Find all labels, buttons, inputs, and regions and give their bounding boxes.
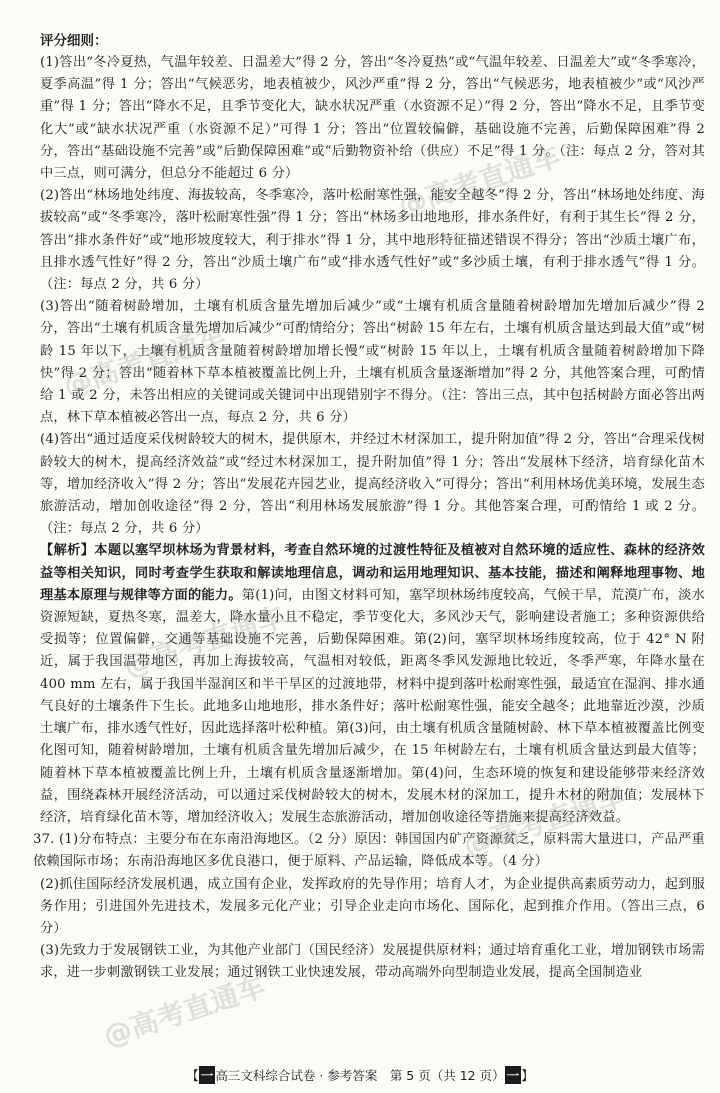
rule-item-4: (4)答出“通过适度采伐树龄较大的树木，提供原木，并经过木材深加工，提升附加值”得 2 分，答出“合理采伐树龄较大的树木，提高经济效益”或“经过木材深加工，提升附加值”得 1 分；答出“发展林下经济，培育绿化苗木等，增加经济收入”得 2 分；答出“发展花卉园艺业，提高经济收入”可得分；答出“利用林场优美环境，发展生态旅游活动，增加创收途径”得 2 分，答出“利用林场发展旅游”得 1 分。其他答案合理，可酌情给 1 或 2 分。（注：每点 2 分，共 6 分） xyxy=(40,432,705,537)
rule-item-2: (2)答出“林场地处纬度、海拔较高，冬季寒冷，落叶松耐寒性强，能安全越冬”得 2 分，答出“林场地处纬度、海拔较高”或“冬季寒冷，落叶松耐寒性强”得 1 分；答出“林场多山地地形，排水条件好，有利于其生长”得 2 分，答出“排水条件好”或“地形坡度较大，利于排水”得 1 分，其中地形特征描述错误不得分；答出“沙质土壤广布，且排水透气性好”得 2 分，答出“沙质土壤广布”或“排水透气性好”或“多沙质土壤，有利于排水透气”得 1 分。（注：每点 2 分，共 6 分） xyxy=(40,188,705,293)
answer-document xyxy=(33,30,705,985)
watermark: @高考直通车 xyxy=(459,779,630,864)
rule-item-1: (1)答出“冬冷夏热，气温年较差、日温差大”得 2 分，答出“冬冷夏热”或“气温年较差、日温差大”或“冬季寒冷，夏季高温”得 1 分；答出“气候恶劣，地表植被少，风沙严重”得 2 分，答出“气候恶劣，地表植被少”或“风沙严重”得 1 分；答出“降水不足，且季节变化大，缺水状况严重（水资源不足）”得 2 分，答出“降水不足，且季节变化大”或“缺水状况严重（水资源不足）”可得 1 分；答出“位置较偏僻，基础设施不完善，后勤保障困难”得 2 分，答出“基础设施不完善”或“后勤保障困难”或“后勤物资补给（供应）不足”得 1 分。（注：每点 2 分，答对其中三点，则可满分，但总分不能超过 6 分） xyxy=(40,55,705,182)
analysis-lead: 【解析】本题以塞罕坝林场为背景材料，考查自然环境的过渡性特征及植被对自然环境的适应性、森林的经济效益等相关知识，同时考查学生获取和解读地理信息，调动和运用地理知识、基本技能，描述和阐释地理事物、地理基本原理与规律等方面的能力。 xyxy=(40,543,705,603)
question-37-part-2: (2)抓住国际经济发展机遇，成立国有企业，发挥政府的先导作用；培育人才，为企业提供高素质劳动力，起到服务作用；引进国外先进技术，发展多元化产业；引导企业走向市场化、国际化，起到推介作用。（答出三点，6 分） xyxy=(40,876,705,936)
rule-item-3: (3)答出“随着树龄增加，土壤有机质含量先增加后减少”或“土壤有机质含量随着树龄增加先增加后减少”得 2 分，答出“土壤有机质含量先增加后减少”可酌情给分；答出“树龄 15 年左右，土壤有机质含量达到最大值”或“树龄 15 年以下，土壤有机质含量随着树龄增加增长慢”或“树龄 15 年以上，土壤有机质含量随着树龄增加下降快”得 2 分；答出“随着林下草本植被覆盖比例上升，土壤有机质含量逐渐增加”得 2 分，其他答案合理，可酌情给 1 或 2 分，未答出相应的关键词或关键词中出现错别字不得分。（注：答出三点，其中包括树龄方面必答出两点，林下草本植被必答出一点，每点 2 分，共 6 分） xyxy=(40,299,705,426)
watermark: @高考直通车 xyxy=(59,319,230,404)
watermark: @高考直通车 xyxy=(119,599,290,684)
question-37-part-3: (3)先致力于发展钢铁工业，为其他产业部门（国民经济）发展提供原材料；通过培育重化工业，增加钢铁市场需求，进一步刺激钢铁工业发展；通过钢铁工业快速发展，带动高端外向型制造业发展，提高全国制造业 xyxy=(40,943,705,981)
watermark: @高考直通车 xyxy=(99,969,270,1054)
question-37-part-1: 37. (1)分布特点：主要分布在东南沿海地区。（2 分）原因：韩国国内矿产资源贫乏，原料需大量进口，产品严重依赖国际市场；东南沿海地区多优良港口，便于原料、产品运输，降低成本等。（4 分） xyxy=(33,832,705,870)
analysis-paragraph xyxy=(40,540,705,829)
scoring-rules-heading: 评分细则： xyxy=(40,33,108,49)
watermark: @高考直通车 xyxy=(394,139,565,224)
analysis-body: 第(1)问，由图文材料可知，塞罕坝林场纬度较高，气候干旱，荒漠广布，淡水资源短缺，夏热冬寒，温差大，降水量小且不稳定，季节变化大，多风沙天气，影响建设者施工；多种资源供给受损等；位置偏僻，交通等基础设施不完善，后勤保障困难。第(2)问，塞罕坝林场纬度较高，位于 42° N 附近，属于我国温带地区，再加上海拔较高，气温相对较低，距离冬季风发源地比较近，冬季严寒，年降水量在 400 mm 左右，属于我国半湿润区和半干旱区的过渡地带，材料中提到落叶松耐寒性强，最适宜在湿润、排水通气良好的土壤条件下生长。此地多山地地形，排水条件好；落叶松耐寒性强，能安全越冬；此地靠近沙漠，沙质土壤广布，排水透气性好，因此选择落叶松种植。第(3)问，由土壤有机质含量随树龄、林下草本植被覆盖比例变化图可知，随着树龄增加，土壤有机质含量先增加后减少，在 15 年树龄左右，土壤有机质含量达到最大值等；随着林下草本植被覆盖比例上升，土壤有机质含量逐渐增加。第(4)问，生态环境的恢复和建设能够带来经济效益，围绕森林开展经济活动，可以通过采伐树龄较大的树木，发展木材的深加工，提升木材的附加值；发展林下经济，培育绿化苗木等，增加经济收入；发展生态旅游活动，增加创收途径等措施来提高经济效益。 xyxy=(40,587,705,825)
footer-right-mark: 一 xyxy=(506,1068,520,1083)
footer-text: 高三文科综合试卷 · 参考答案 第 5 页（共 12 页） xyxy=(215,1068,505,1083)
footer-left-mark: 一 xyxy=(200,1068,214,1083)
page-footer: 【 一 高三文科综合试卷 · 参考答案 第 5 页（共 12 页） 一 】 xyxy=(186,1068,534,1083)
